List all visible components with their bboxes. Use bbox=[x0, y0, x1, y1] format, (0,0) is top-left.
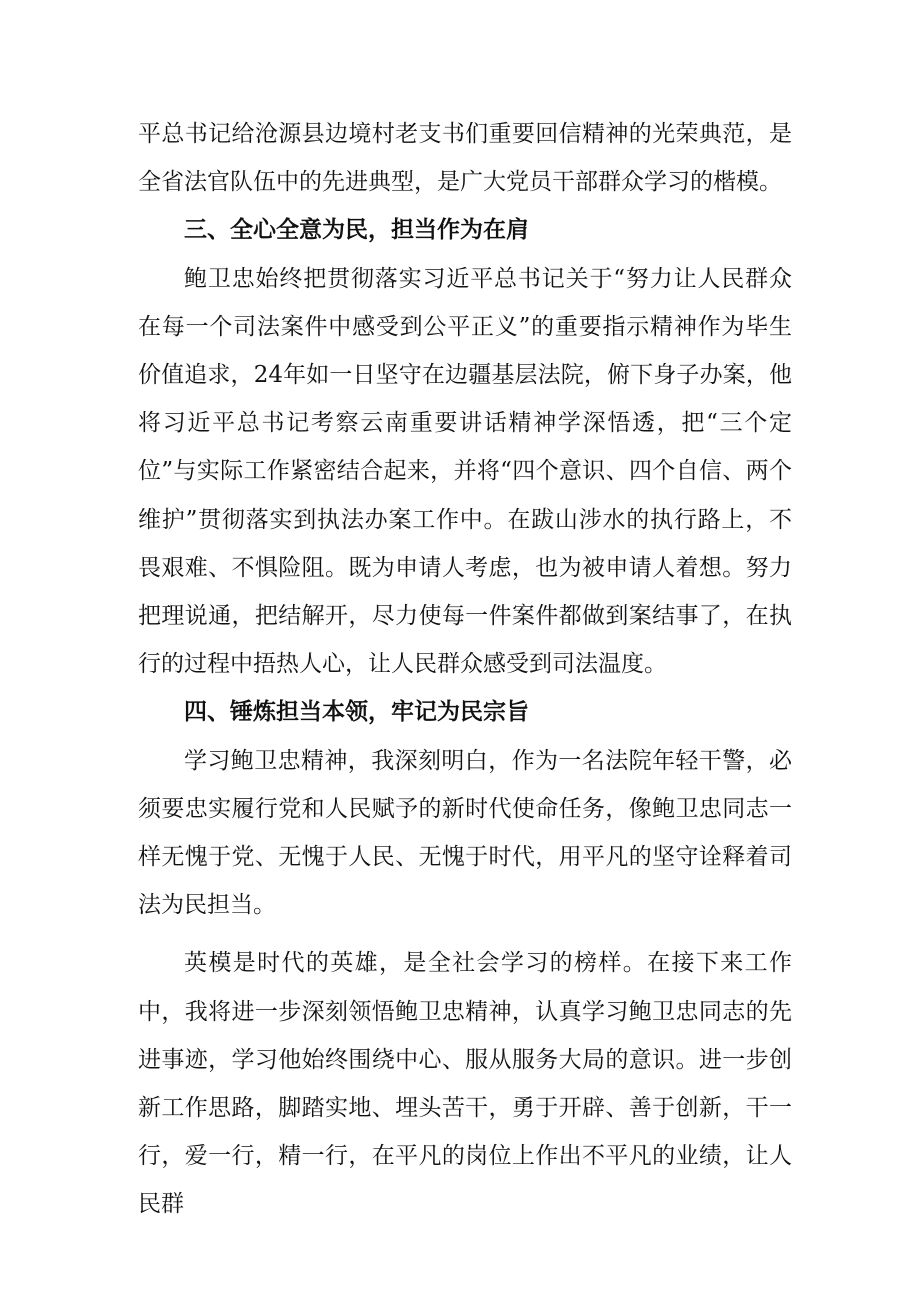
paragraph-section-3: 鲍卫忠始终把贯彻落实习近平总书记关于“努力让人民群众在每一个司法案件中感受到公平正义”的重要指示精神作为毕生价值追求，24年如一日坚守在边疆基层法院，俯下身子办案，他将习近平总书记考察云南重要讲话精神学深悟透，把“三个定位”与实际工作紧密结合起来，并将“四个意识、四个自信、两个维护”贯彻落实到执法办案工作中。在跋山涉水的执行路上，不畏艰难、不惧险阻。既为申请人考虑，也为被申请人着想。努力把理说通，把结解开，尽力使每一件案件都做到案结事了，在执行的过程中捂热人心，让人民群众感受到司法温度。 bbox=[138, 265, 792, 678]
paragraph-conclusion: 英模是时代的英雄，是全社会学习的榜样。在接下来工作中，我将进一步深刻领悟鲍卫忠精神，认真学习鲍卫忠同志的先进事迹，学习他始终围绕中心、服从服务大局的意识。进一步创新工作思路，脚踏实地、埋头苦干，勇于开辟、善于创新，干一行，爱一行，精一行，在平凡的岗位上作出不平凡的业绩，让人民群 bbox=[138, 950, 792, 1218]
section-heading-3: 三、全心全意为民，担当作为在肩 bbox=[184, 217, 529, 244]
paragraph-continued: 平总书记给沧源县边境村老支书们重要回信精神的光荣典范，是全省法官队伍中的先进典型，是广大党员干部群众学习的楷模。 bbox=[138, 121, 792, 196]
paragraph-section-4: 学习鲍卫忠精神，我深刻明白，作为一名法院年轻干警，必须要忠实履行党和人民赋予的新时代使命任务，像鲍卫忠同志一样无愧于党、无愧于人民、无愧于时代，用平凡的坚守诠释着司法为民担当。 bbox=[138, 747, 792, 919]
section-heading-4: 四、锤炼担当本领，牢记为民宗旨 bbox=[184, 699, 529, 726]
document-body bbox=[138, 110, 792, 1229]
